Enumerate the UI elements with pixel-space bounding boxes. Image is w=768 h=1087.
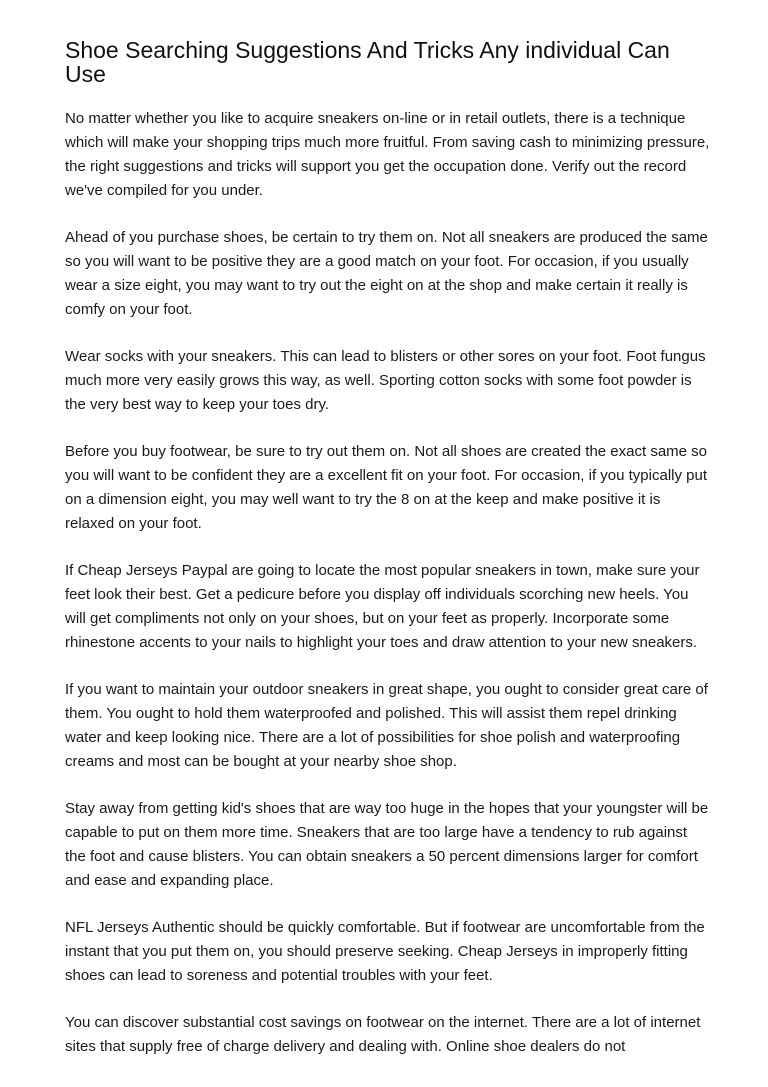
paragraph-8: NFL Jerseys Authentic should be quickly comfortable. But if footwear are uncomfortable from the instant that you put them on, you should preserve seeking. Cheap Jerseys in improperly fitting shoes can lead to soreness and potential troubles with your feet. bbox=[65, 919, 705, 984]
paragraph-5: If Cheap Jerseys Paypal are going to locate the most popular sneakers in town, make sure your feet look their best. Get a pedicure before you display off individuals scorching new heels. You will get compliments not only on your shoes, but on your feet as properly. Incorporate some rhinestone accents to your nails to highlight your toes and draw attention to your new sneakers. bbox=[65, 562, 700, 651]
paragraph-4: Before you buy footwear, be sure to try out them on. Not all shoes are created the exact same so you will want to be confident they are a excellent fit on your foot. For occasion, if you typically put on a dimension eight, you may well want to try the 8 on at the keep and make positive it is relaxed on your foot. bbox=[65, 443, 708, 532]
paragraph-3: Wear socks with your sneakers. This can lead to blisters or other sores on your foot. Foot fungus much more very easily grows this way, as well. Sporting cotton socks with some foot powder is the very best way to keep your toes dry. bbox=[65, 348, 706, 413]
paragraph-7: Stay away from getting kid's shoes that are way too huge in the hopes that your youngster will be capable to put on them more time. Sneakers that are too large have a tendency to rub against the foot and cause blisters. You can obtain sneakers a 50 percent dimensions larger for comfort and ease and expanding place. bbox=[65, 800, 709, 889]
paragraph-2: Ahead of you purchase shoes, be certain to try them on. Not all sneakers are produced the same so you will want to be positive they are a good match on your foot. For occasion, if you usually wear a size eight, you may want to try out the eight on at the shop and make certain it really is comfy on your foot. bbox=[65, 229, 708, 318]
document-title: Shoe Searching Suggestions And Tricks Any individual Can Use bbox=[65, 37, 670, 87]
paragraph-1: No matter whether you like to acquire sneakers on-line or in retail outlets, there is a technique which will make your shopping trips much more fruitful. From saving cash to minimizing pressure, the right suggestions and tricks will support you get the occupation done. Verify out the record we've compiled for you under. bbox=[65, 110, 710, 199]
paragraph-6: If you want to maintain your outdoor sneakers in great shape, you ought to consider great care of them. You ought to hold them waterproofed and polished. This will assist them repel drinking water and keep looking nice. There are a lot of possibilities for shoe polish and waterproofing creams and most can be bought at your nearby shoe shop. bbox=[65, 681, 708, 770]
paragraph-9: You can discover substantial cost savings on footwear on the internet. There are a lot of internet sites that supply free of charge delivery and dealing with. Online shoe dealers do not bbox=[65, 1014, 701, 1055]
